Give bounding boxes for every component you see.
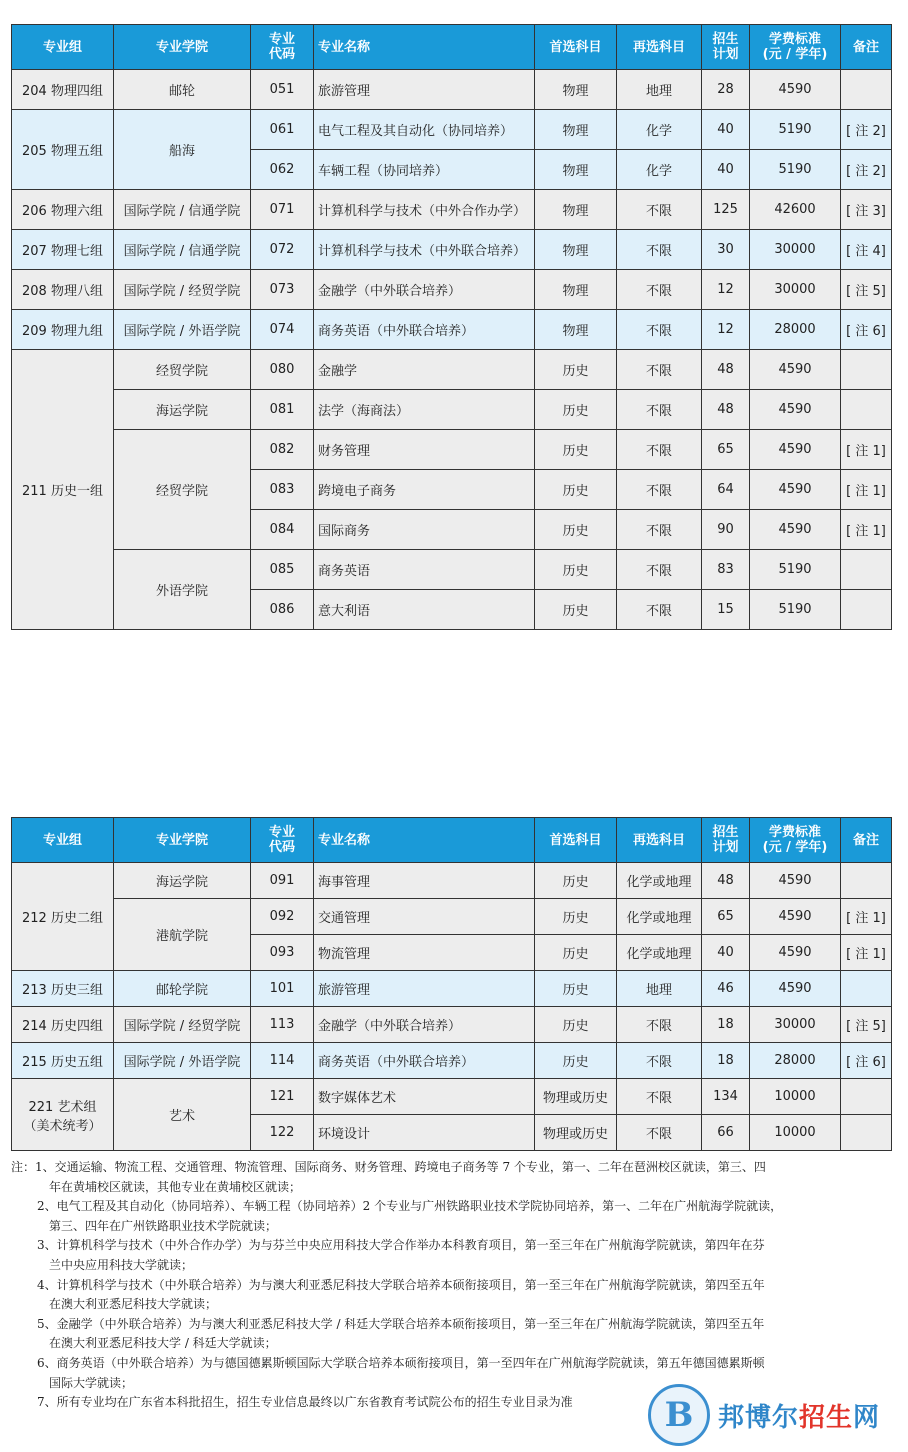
second-subject-cell: 不限 (617, 590, 702, 630)
note-cell: [ 注 1] (841, 510, 892, 550)
majors-table-2 (11, 817, 892, 1151)
plan-cell: 30 (702, 230, 750, 270)
college-cell: 国际学院 / 信通学院 (114, 190, 251, 230)
second-subject-cell: 不限 (617, 550, 702, 590)
footnote-line: 年在黄埔校区就读，其他专业在黄埔校区就读； (49, 1179, 302, 1194)
footnote-item (11, 1197, 895, 1236)
group-cell: 208 物理八组 (12, 270, 114, 310)
fee-cell: 10000 (750, 1079, 841, 1115)
footnote-line: 在澳大利亚悉尼科技大学 / 科廷大学就读； (49, 1336, 277, 1351)
footnote-item (11, 1315, 895, 1354)
code-cell: 080 (251, 350, 314, 390)
college-cell: 邮轮 (114, 70, 251, 110)
group-cell: 221 艺术组 （美术统考） (12, 1079, 114, 1151)
plan-cell: 40 (702, 150, 750, 190)
header-major: 专业名称 (314, 25, 535, 70)
footnote-line: 在澳大利亚悉尼科技大学就读； (49, 1297, 218, 1312)
note-cell (841, 350, 892, 390)
code-cell: 062 (251, 150, 314, 190)
footnote-line: 2、电气工程及其自动化（协同培养）、车辆工程（协同培养）2 个专业与广州铁路职业技术学院协同培养，第一、二年在广州航海学院就读， (37, 1199, 783, 1214)
code-cell: 074 (251, 310, 314, 350)
first-subject-cell: 历史 (535, 1043, 617, 1079)
major-cell: 金融学 (314, 350, 535, 390)
table-header-row (12, 818, 892, 863)
footnote-line: 国际大学就读； (49, 1375, 134, 1390)
code-cell: 122 (251, 1115, 314, 1151)
majors-table-1 (11, 24, 892, 630)
fee-cell: 4590 (750, 390, 841, 430)
code-cell: 072 (251, 230, 314, 270)
watermark-text: 邦博尔招生网 (718, 1402, 881, 1433)
footnote-item (11, 1158, 895, 1197)
first-subject-cell: 历史 (535, 863, 617, 899)
group-cell: 205 物理五组 (12, 110, 114, 190)
code-cell: 073 (251, 270, 314, 310)
plan-cell: 15 (702, 590, 750, 630)
footnote-line: 第三、四年在广州铁路职业技术学院就读； (49, 1218, 278, 1233)
second-subject-cell: 不限 (617, 430, 702, 470)
fee-cell: 4590 (750, 899, 841, 935)
college-cell: 船海 (114, 110, 251, 190)
code-cell: 113 (251, 1007, 314, 1043)
header-first-subject: 首选科目 (535, 25, 617, 70)
plan-cell: 18 (702, 1007, 750, 1043)
major-cell: 财务管理 (314, 430, 535, 470)
code-cell: 081 (251, 390, 314, 430)
second-subject-cell: 不限 (617, 510, 702, 550)
plan-cell: 66 (702, 1115, 750, 1151)
first-subject-cell: 物理 (535, 190, 617, 230)
second-subject-cell: 地理 (617, 70, 702, 110)
major-cell: 国际商务 (314, 510, 535, 550)
header-plan: 招生 计划 (702, 25, 750, 70)
major-cell: 海事管理 (314, 863, 535, 899)
header-plan: 招生 计划 (702, 818, 750, 863)
fee-cell: 5190 (750, 110, 841, 150)
first-subject-cell: 历史 (535, 550, 617, 590)
first-subject-cell: 物理 (535, 110, 617, 150)
group-cell: 215 历史五组 (12, 1043, 114, 1079)
fee-cell: 4590 (750, 971, 841, 1007)
first-subject-cell: 历史 (535, 935, 617, 971)
note-cell: [ 注 5] (841, 270, 892, 310)
note-cell: [ 注 6] (841, 1043, 892, 1079)
second-subject-cell: 不限 (617, 270, 702, 310)
major-cell: 旅游管理 (314, 971, 535, 1007)
code-cell: 084 (251, 510, 314, 550)
major-cell: 计算机科学与技术（中外合作办学） (314, 190, 535, 230)
note-cell (841, 863, 892, 899)
table-row (12, 190, 892, 230)
code-cell: 061 (251, 110, 314, 150)
second-subject-cell: 不限 (617, 1043, 702, 1079)
footnote-line: 5、金融学（中外联合培养）为与澳大利亚悉尼科技大学 / 科廷大学联合培养本硕衔接项目，第一至三年在广州航海学院就读，第四至五年 (37, 1316, 765, 1331)
fee-cell: 28000 (750, 1043, 841, 1079)
plan-cell: 65 (702, 430, 750, 470)
second-subject-cell: 不限 (617, 1079, 702, 1115)
fee-cell: 30000 (750, 230, 841, 270)
first-subject-cell: 历史 (535, 971, 617, 1007)
code-cell: 093 (251, 935, 314, 971)
major-cell: 旅游管理 (314, 70, 535, 110)
note-cell (841, 70, 892, 110)
table-row (12, 971, 892, 1007)
fee-cell: 4590 (750, 70, 841, 110)
major-cell: 金融学（中外联合培养） (314, 1007, 535, 1043)
college-cell: 经贸学院 (114, 430, 251, 550)
second-subject-cell: 不限 (617, 190, 702, 230)
fee-cell: 30000 (750, 1007, 841, 1043)
table-row (12, 310, 892, 350)
footnote-line: 7、所有专业均在广东省本科批招生，招生专业信息最终以广东省教育考试院公布的招生专业目录为准 (37, 1395, 573, 1410)
footnotes (11, 1158, 895, 1413)
fee-cell: 4590 (750, 430, 841, 470)
table-row (12, 899, 892, 935)
group-cell: 204 物理四组 (12, 70, 114, 110)
college-cell: 国际学院 / 信通学院 (114, 230, 251, 270)
second-subject-cell: 化学或地理 (617, 863, 702, 899)
note-cell: [ 注 1] (841, 935, 892, 971)
first-subject-cell: 物理或历史 (535, 1115, 617, 1151)
note-cell: [ 注 2] (841, 150, 892, 190)
plan-cell: 125 (702, 190, 750, 230)
code-cell: 051 (251, 70, 314, 110)
table-row (12, 1079, 892, 1115)
code-cell: 083 (251, 470, 314, 510)
header-note: 备注 (841, 818, 892, 863)
header-note: 备注 (841, 25, 892, 70)
group-cell: 213 历史三组 (12, 971, 114, 1007)
second-subject-cell: 不限 (617, 1115, 702, 1151)
header-second-subject: 再选科目 (617, 25, 702, 70)
code-cell: 082 (251, 430, 314, 470)
header-college: 专业学院 (114, 818, 251, 863)
plan-cell: 48 (702, 390, 750, 430)
table-row (12, 1007, 892, 1043)
first-subject-cell: 历史 (535, 350, 617, 390)
plan-cell: 83 (702, 550, 750, 590)
note-cell (841, 1115, 892, 1151)
major-cell: 跨境电子商务 (314, 470, 535, 510)
major-cell: 商务英语（中外联合培养） (314, 1043, 535, 1079)
fee-cell: 5190 (750, 590, 841, 630)
group-cell: 206 物理六组 (12, 190, 114, 230)
note-cell (841, 971, 892, 1007)
fee-cell: 42600 (750, 190, 841, 230)
table-row (12, 70, 892, 110)
plan-cell: 12 (702, 270, 750, 310)
first-subject-cell: 物理 (535, 70, 617, 110)
header-major: 专业名称 (314, 818, 535, 863)
second-subject-cell: 不限 (617, 390, 702, 430)
college-cell: 邮轮学院 (114, 971, 251, 1007)
code-cell: 121 (251, 1079, 314, 1115)
code-cell: 071 (251, 190, 314, 230)
college-cell: 海运学院 (114, 863, 251, 899)
college-cell: 经贸学院 (114, 350, 251, 390)
fee-cell: 4590 (750, 470, 841, 510)
major-cell: 法学（海商法） (314, 390, 535, 430)
footnote-line: 注：1、交通运输、物流工程、交通管理、物流管理、国际商务、财务管理、跨境电子商务等 7 个专业，第一、二年在琶洲校区就读，第三、四 (11, 1160, 766, 1174)
second-subject-cell: 地理 (617, 971, 702, 1007)
table-row (12, 110, 892, 150)
header-group: 专业组 (12, 818, 114, 863)
header-fee: 学费标准 (元 / 学年) (750, 818, 841, 863)
major-cell: 商务英语 (314, 550, 535, 590)
plan-cell: 40 (702, 935, 750, 971)
second-subject-cell: 不限 (617, 350, 702, 390)
second-subject-cell: 化学或地理 (617, 935, 702, 971)
group-cell: 211 历史一组 (12, 350, 114, 630)
first-subject-cell: 历史 (535, 590, 617, 630)
plan-cell: 48 (702, 350, 750, 390)
note-cell: [ 注 5] (841, 1007, 892, 1043)
plan-cell: 18 (702, 1043, 750, 1079)
code-cell: 091 (251, 863, 314, 899)
college-cell: 外语学院 (114, 550, 251, 630)
major-cell: 商务英语（中外联合培养） (314, 310, 535, 350)
table-row (12, 1043, 892, 1079)
major-cell: 金融学（中外联合培养） (314, 270, 535, 310)
college-cell: 艺术 (114, 1079, 251, 1151)
first-subject-cell: 历史 (535, 510, 617, 550)
major-cell: 车辆工程（协同培养） (314, 150, 535, 190)
first-subject-cell: 历史 (535, 899, 617, 935)
group-cell: 209 物理九组 (12, 310, 114, 350)
first-subject-cell: 历史 (535, 470, 617, 510)
plan-cell: 28 (702, 70, 750, 110)
plan-cell: 46 (702, 971, 750, 1007)
fee-cell: 4590 (750, 350, 841, 390)
header-fee: 学费标准 (元 / 学年) (750, 25, 841, 70)
footnote-line: 4、计算机科学与技术（中外联合培养）为与澳大利亚悉尼科技大学联合培养本硕衔接项目，第一至三年在广州航海学院就读，第四至五年 (37, 1277, 765, 1292)
major-cell: 物流管理 (314, 935, 535, 971)
fee-cell: 5190 (750, 550, 841, 590)
fee-cell: 4590 (750, 935, 841, 971)
header-second-subject: 再选科目 (617, 818, 702, 863)
table-row (12, 230, 892, 270)
major-cell: 电气工程及其自动化（协同培养） (314, 110, 535, 150)
first-subject-cell: 历史 (535, 430, 617, 470)
first-subject-cell: 历史 (535, 1007, 617, 1043)
footnote-line: 6、商务英语（中外联合培养）为与德国德累斯顿国际大学联合培养本硕衔接项目，第一至四年在广州航海学院就读，第五年德国德累斯顿 (37, 1355, 765, 1370)
first-subject-cell: 物理或历史 (535, 1079, 617, 1115)
code-cell: 114 (251, 1043, 314, 1079)
table-row (12, 390, 892, 430)
code-cell: 092 (251, 899, 314, 935)
second-subject-cell: 化学 (617, 110, 702, 150)
first-subject-cell: 物理 (535, 150, 617, 190)
note-cell: [ 注 1] (841, 470, 892, 510)
fee-cell: 4590 (750, 863, 841, 899)
note-cell: [ 注 3] (841, 190, 892, 230)
footnote-line: 兰中央应用科技大学就读； (49, 1257, 194, 1272)
first-subject-cell: 历史 (535, 390, 617, 430)
first-subject-cell: 物理 (535, 310, 617, 350)
second-subject-cell: 化学或地理 (617, 899, 702, 935)
note-cell (841, 1079, 892, 1115)
header-first-subject: 首选科目 (535, 818, 617, 863)
plan-cell: 64 (702, 470, 750, 510)
second-subject-cell: 不限 (617, 470, 702, 510)
note-cell: [ 注 1] (841, 899, 892, 935)
first-subject-cell: 物理 (535, 230, 617, 270)
watermark-logo-icon: B (648, 1384, 710, 1446)
header-group: 专业组 (12, 25, 114, 70)
header-code: 专业 代码 (251, 818, 314, 863)
college-cell: 国际学院 / 外语学院 (114, 1043, 251, 1079)
plan-cell: 40 (702, 110, 750, 150)
college-cell: 海运学院 (114, 390, 251, 430)
major-cell: 交通管理 (314, 899, 535, 935)
fee-cell: 30000 (750, 270, 841, 310)
note-cell: [ 注 2] (841, 110, 892, 150)
table-row (12, 350, 892, 390)
first-subject-cell: 物理 (535, 270, 617, 310)
plan-cell: 12 (702, 310, 750, 350)
second-subject-cell: 不限 (617, 310, 702, 350)
plan-cell: 134 (702, 1079, 750, 1115)
group-cell: 214 历史四组 (12, 1007, 114, 1043)
footnote-item (11, 1276, 895, 1315)
note-cell (841, 550, 892, 590)
note-cell (841, 590, 892, 630)
table-row (12, 550, 892, 590)
code-cell: 086 (251, 590, 314, 630)
table-row (12, 863, 892, 899)
second-subject-cell: 不限 (617, 230, 702, 270)
second-subject-cell: 不限 (617, 1007, 702, 1043)
note-cell: [ 注 1] (841, 430, 892, 470)
table-row (12, 270, 892, 310)
footnote-item (11, 1236, 895, 1275)
note-cell: [ 注 6] (841, 310, 892, 350)
college-cell: 国际学院 / 经贸学院 (114, 1007, 251, 1043)
college-cell: 国际学院 / 外语学院 (114, 310, 251, 350)
major-cell: 数字媒体艺术 (314, 1079, 535, 1115)
major-cell: 环境设计 (314, 1115, 535, 1151)
fee-cell: 10000 (750, 1115, 841, 1151)
table-header-row (12, 25, 892, 70)
fee-cell: 28000 (750, 310, 841, 350)
major-cell: 计算机科学与技术（中外联合培养） (314, 230, 535, 270)
table-row (12, 430, 892, 470)
note-cell (841, 390, 892, 430)
code-cell: 085 (251, 550, 314, 590)
college-cell: 港航学院 (114, 899, 251, 971)
header-code: 专业 代码 (251, 25, 314, 70)
watermark (648, 1382, 900, 1448)
fee-cell: 4590 (750, 510, 841, 550)
group-cell: 207 物理七组 (12, 230, 114, 270)
footnote-line: 3、计算机科学与技术（中外合作办学）为与芬兰中央应用科技大学合作举办本科教育项目，第一至三年在广州航海学院就读，第四年在芬 (37, 1238, 765, 1253)
college-cell: 国际学院 / 经贸学院 (114, 270, 251, 310)
second-subject-cell: 化学 (617, 150, 702, 190)
plan-cell: 65 (702, 899, 750, 935)
plan-cell: 48 (702, 863, 750, 899)
note-cell: [ 注 4] (841, 230, 892, 270)
plan-cell: 90 (702, 510, 750, 550)
group-cell: 212 历史二组 (12, 863, 114, 971)
major-cell: 意大利语 (314, 590, 535, 630)
fee-cell: 5190 (750, 150, 841, 190)
code-cell: 101 (251, 971, 314, 1007)
header-college: 专业学院 (114, 25, 251, 70)
